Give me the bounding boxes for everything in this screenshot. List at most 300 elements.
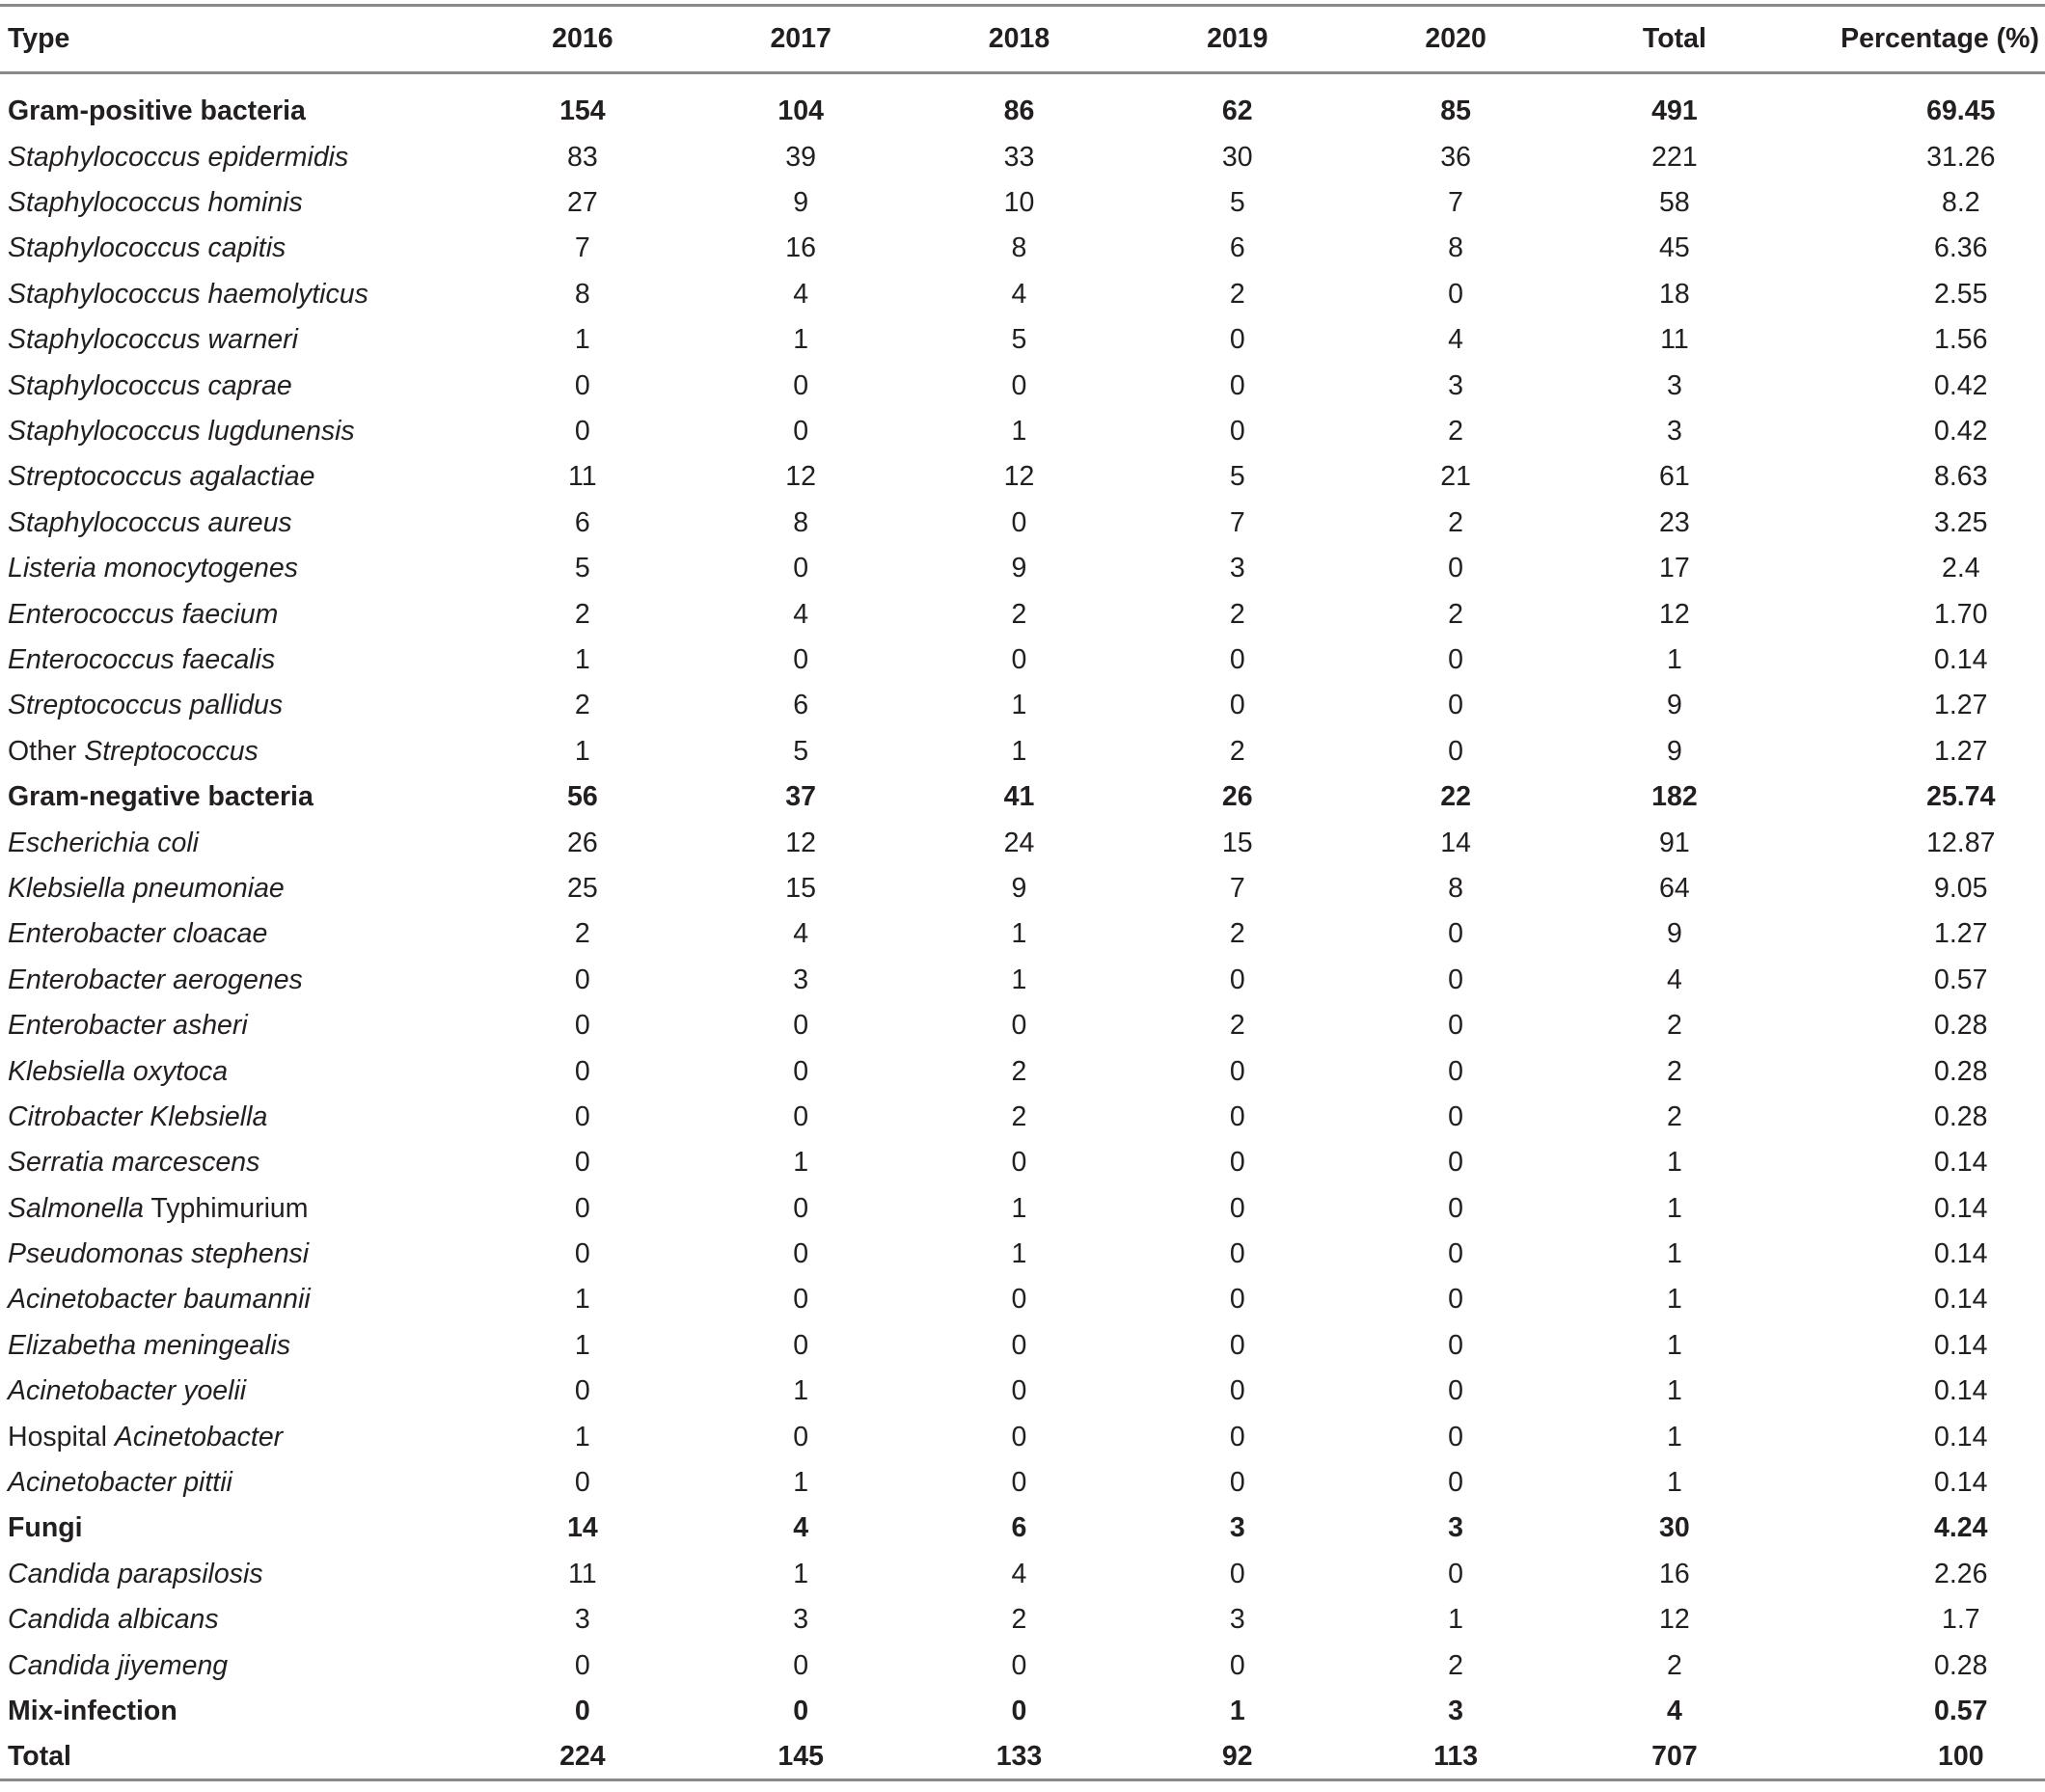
- value-total: 16: [1659, 1558, 1690, 1589]
- value-2019: 2: [1229, 1010, 1245, 1042]
- value-2018: 41: [1003, 781, 1035, 813]
- value-2019: 0: [1229, 1284, 1245, 1316]
- type-cell: Fungi: [8, 1512, 83, 1544]
- value-percentage: 1.7: [1941, 1604, 1980, 1636]
- value-2017: 1: [793, 1375, 809, 1407]
- value-total: 45: [1659, 232, 1690, 264]
- value-total: 18: [1659, 278, 1690, 310]
- value-2016: 11: [568, 461, 597, 493]
- value-2020: 2: [1448, 1649, 1464, 1681]
- value-2017: 0: [793, 1421, 809, 1453]
- value-2016: 26: [566, 827, 598, 858]
- value-2020: 0: [1448, 553, 1464, 584]
- type-cell: [0, 1414, 474, 1459]
- type-cell: Mix-infection: [8, 1695, 177, 1726]
- value-2019: 0: [1229, 1421, 1245, 1453]
- pathogen-distribution-table-container: [0, 4, 2045, 1781]
- value-2016: 0: [574, 1467, 590, 1499]
- value-2020: 0: [1448, 1375, 1464, 1407]
- value-percentage: 69.45: [1926, 95, 1996, 126]
- value-2020: 0: [1448, 1558, 1464, 1589]
- table-row: [0, 958, 2045, 1003]
- value-2019: 7: [1229, 872, 1245, 904]
- value-total: 1: [1666, 1284, 1682, 1316]
- value-percentage: 2.55: [1934, 278, 1988, 310]
- value-2020: 0: [1448, 1421, 1464, 1453]
- value-percentage: 0.14: [1934, 1467, 1988, 1499]
- value-2016: 0: [574, 1055, 590, 1087]
- value-2016: 224: [474, 1734, 692, 1779]
- type-cell: Enterococcus faecium: [8, 598, 279, 630]
- type-cell: Staphylococcus epidermidis: [8, 141, 349, 173]
- value-percentage: 1.27: [1934, 918, 1988, 950]
- type-cell: Pseudomonas stephensi: [8, 1238, 310, 1270]
- value-2019: 15: [1221, 827, 1253, 858]
- value-2018: 86: [1003, 95, 1035, 126]
- value-2017: 0: [793, 416, 809, 448]
- value-2018: 0: [1011, 1649, 1027, 1681]
- type-text-italic: Acinetobacter: [114, 1421, 284, 1453]
- value-percentage: 0.28: [1934, 1649, 1988, 1681]
- value-2016: 3: [574, 1604, 590, 1636]
- value-total: 1: [1666, 1329, 1682, 1361]
- value-total: 1: [1666, 643, 1682, 675]
- pathogen-distribution-table: [0, 4, 2045, 1781]
- value-2018: 133: [910, 1734, 1128, 1779]
- value-2016: 1: [574, 643, 590, 675]
- value-2019: 0: [1229, 1055, 1245, 1087]
- value-2017: 0: [793, 1649, 809, 1681]
- type-cell: Staphylococcus caprae: [8, 369, 292, 401]
- value-2019: 3: [1229, 1604, 1245, 1636]
- value-2019: 0: [1229, 416, 1245, 448]
- value-2020: 85: [1440, 95, 1471, 126]
- table-header: [0, 6, 2045, 73]
- value-2016: 7: [574, 232, 590, 264]
- table-row: [0, 501, 2045, 546]
- value-2020: 2: [1448, 598, 1464, 630]
- value-total: 9: [1666, 735, 1682, 767]
- type-cell: Enterobacter cloacae: [8, 918, 268, 950]
- table-row: [0, 1095, 2045, 1140]
- value-2018: 10: [1003, 187, 1035, 219]
- value-2017: 0: [793, 1192, 809, 1224]
- value-2017: 12: [785, 827, 816, 858]
- value-2018: 1: [1011, 964, 1027, 995]
- value-2018: 4: [1011, 278, 1027, 310]
- value-2017: 0: [793, 1100, 809, 1132]
- table-row: [0, 363, 2045, 408]
- type-cell: Escherichia coli: [8, 827, 199, 858]
- value-total: 1: [1666, 1147, 1682, 1179]
- value-percentage: 12.87: [1926, 827, 1996, 858]
- value-percentage: 0.14: [1934, 1329, 1988, 1361]
- type-cell: Candida jiyemeng: [8, 1649, 229, 1681]
- value-2020: 8: [1448, 872, 1464, 904]
- value-2020: 0: [1448, 1010, 1464, 1042]
- value-2018: 1: [1011, 918, 1027, 950]
- header-2020: 2020: [1425, 23, 1486, 54]
- value-2020: 0: [1448, 1238, 1464, 1270]
- value-2017: 16: [785, 232, 816, 264]
- header-2019: 2019: [1207, 23, 1268, 54]
- value-2020: 0: [1448, 1055, 1464, 1087]
- value-2020: 0: [1448, 690, 1464, 721]
- value-percentage: 1.27: [1934, 690, 1988, 721]
- type-cell: Total: [0, 1734, 474, 1779]
- table-row: [0, 1003, 2045, 1048]
- value-2020: 2: [1448, 416, 1464, 448]
- value-total: 3: [1666, 369, 1682, 401]
- value-total: 61: [1659, 461, 1690, 493]
- value-2019: 2: [1229, 735, 1245, 767]
- table-row-category: [0, 1734, 2045, 1779]
- value-2018: 1: [1011, 416, 1027, 448]
- value-2018: 2: [1011, 598, 1027, 630]
- value-2020: 3: [1448, 1695, 1464, 1726]
- value-percentage: 2.26: [1934, 1558, 1988, 1589]
- value-2017: 39: [785, 141, 816, 173]
- table-row: [0, 1369, 2045, 1414]
- value-2019: 0: [1229, 369, 1245, 401]
- type-text-roman: Other: [8, 735, 85, 767]
- value-2016: 56: [566, 781, 598, 813]
- value-percentage: 0.14: [1934, 1284, 1988, 1316]
- value-percentage: 100: [1785, 1734, 2045, 1779]
- value-percentage: 1.56: [1934, 324, 1988, 356]
- value-total: 1: [1666, 1467, 1682, 1499]
- table-body: [0, 73, 2045, 1780]
- value-total: 2: [1666, 1649, 1682, 1681]
- value-total: 221: [1651, 141, 1698, 173]
- value-2017: 0: [793, 1010, 809, 1042]
- value-2018: 4: [1011, 1558, 1027, 1589]
- type-cell: Enterobacter asheri: [8, 1010, 248, 1042]
- value-2018: 0: [1011, 1284, 1027, 1316]
- table-row: [0, 180, 2045, 226]
- value-2019: 0: [1229, 690, 1245, 721]
- value-2017: 1: [793, 1147, 809, 1179]
- value-total: 182: [1651, 781, 1698, 813]
- value-2018: 1: [1011, 735, 1027, 767]
- value-2017: 8: [793, 506, 809, 538]
- value-percentage: 0.57: [1934, 964, 1988, 995]
- header-percentage: Percentage (%): [1840, 23, 2039, 54]
- value-2019: 30: [1221, 141, 1253, 173]
- header-total: Total: [1642, 23, 1706, 54]
- value-total: 707: [1565, 1734, 1784, 1779]
- type-cell: Acinetobacter baumannii: [8, 1284, 311, 1316]
- value-2016: 8: [574, 278, 590, 310]
- value-2017: 0: [793, 1238, 809, 1270]
- value-2019: 2: [1229, 598, 1245, 630]
- value-2020: 7: [1448, 187, 1464, 219]
- value-2017: 1: [793, 1467, 809, 1499]
- table-row: [0, 409, 2045, 454]
- value-2019: 0: [1229, 1375, 1245, 1407]
- value-2017: 4: [793, 278, 809, 310]
- table-row: [0, 729, 2045, 774]
- value-2016: 27: [566, 187, 598, 219]
- value-2018: 24: [1003, 827, 1035, 858]
- value-2019: 0: [1229, 964, 1245, 995]
- value-total: 12: [1659, 598, 1690, 630]
- value-total: 3: [1666, 416, 1682, 448]
- value-2019: 92: [1129, 1734, 1347, 1779]
- type-cell: Elizabetha meningealis: [8, 1329, 291, 1361]
- value-percentage: 1.27: [1934, 735, 1988, 767]
- value-percentage: 0.14: [1934, 1421, 1988, 1453]
- value-2016: 0: [574, 964, 590, 995]
- value-percentage: 6.36: [1934, 232, 1988, 264]
- value-2020: 0: [1448, 643, 1464, 675]
- table-row-category: [0, 774, 2045, 820]
- table-row: [0, 546, 2045, 591]
- table-row: [0, 638, 2045, 683]
- value-total: 91: [1659, 827, 1690, 858]
- table-row: [0, 866, 2045, 911]
- header-2017: 2017: [770, 23, 832, 54]
- value-2017: 5: [793, 735, 809, 767]
- type-cell: Staphylococcus aureus: [8, 506, 292, 538]
- value-2020: 36: [1440, 141, 1471, 173]
- value-2020: 0: [1448, 1284, 1464, 1316]
- type-cell: Staphylococcus hominis: [8, 187, 303, 219]
- value-percentage: 0.14: [1934, 1238, 1988, 1270]
- value-2017: 0: [793, 1329, 809, 1361]
- type-cell: Staphylococcus capitis: [8, 232, 286, 264]
- value-2017: 1: [793, 324, 809, 356]
- type-cell: Acinetobacter pittii: [8, 1467, 232, 1499]
- value-2019: 62: [1221, 95, 1253, 126]
- value-2020: 0: [1448, 1100, 1464, 1132]
- table-row-category: [0, 73, 2045, 135]
- table-row: [0, 1185, 2045, 1231]
- type-cell: Staphylococcus lugdunensis: [8, 416, 355, 448]
- value-2019: 5: [1229, 461, 1245, 493]
- value-2016: 154: [559, 95, 606, 126]
- value-total: 2: [1666, 1100, 1682, 1132]
- value-2020: 0: [1448, 918, 1464, 950]
- table-row: [0, 1140, 2045, 1185]
- table-row: [0, 1643, 2045, 1688]
- value-2016: 6: [574, 506, 590, 538]
- type-cell: Streptococcus pallidus: [8, 690, 284, 721]
- value-2019: 0: [1229, 1192, 1245, 1224]
- value-total: 30: [1659, 1512, 1690, 1544]
- value-percentage: 0.42: [1934, 416, 1988, 448]
- value-2016: 25: [566, 872, 598, 904]
- type-cell: [0, 729, 474, 774]
- value-2019: 0: [1229, 1100, 1245, 1132]
- value-2020: 0: [1448, 1192, 1464, 1224]
- value-2016: 11: [568, 1558, 597, 1589]
- table-row: [0, 1277, 2045, 1322]
- value-2018: 0: [1011, 643, 1027, 675]
- value-total: 64: [1659, 872, 1690, 904]
- table-row: [0, 591, 2045, 637]
- value-2020: 21: [1440, 461, 1471, 493]
- value-2016: 2: [574, 598, 590, 630]
- value-2016: 0: [574, 1100, 590, 1132]
- value-2016: 0: [574, 1010, 590, 1042]
- value-2017: 9: [793, 187, 809, 219]
- value-2018: 0: [1011, 1375, 1027, 1407]
- table-row: [0, 226, 2045, 271]
- value-2019: 0: [1229, 1649, 1245, 1681]
- value-2018: 9: [1011, 872, 1027, 904]
- type-cell: Citrobacter Klebsiella: [8, 1100, 268, 1132]
- value-2018: 5: [1011, 324, 1027, 356]
- value-2018: 12: [1003, 461, 1035, 493]
- value-percentage: 0.57: [1934, 1695, 1988, 1726]
- table-row: [0, 1232, 2045, 1277]
- value-total: 1: [1666, 1238, 1682, 1270]
- type-text-italic: Salmonella: [8, 1192, 144, 1224]
- value-2016: 1: [574, 1284, 590, 1316]
- value-2020: 2: [1448, 506, 1464, 538]
- type-cell: Streptococcus agalactiae: [8, 461, 315, 493]
- value-2019: 5: [1229, 187, 1245, 219]
- value-total: 4: [1666, 964, 1682, 995]
- value-2016: 1: [574, 735, 590, 767]
- value-2018: 0: [1011, 1147, 1027, 1179]
- value-2018: 0: [1011, 1010, 1027, 1042]
- header-row: [0, 6, 2045, 73]
- value-total: 9: [1666, 918, 1682, 950]
- value-percentage: 0.28: [1934, 1010, 1988, 1042]
- type-cell: Enterococcus faecalis: [8, 643, 276, 675]
- table-row: [0, 1048, 2045, 1094]
- type-cell: Staphylococcus haemolyticus: [8, 278, 368, 310]
- value-2017: 0: [793, 1695, 809, 1726]
- type-cell: Candida parapsilosis: [8, 1558, 263, 1589]
- value-2016: 0: [574, 416, 590, 448]
- value-2019: 7: [1229, 506, 1245, 538]
- value-total: 11: [1660, 324, 1689, 356]
- value-2017: 12: [785, 461, 816, 493]
- value-2016: 1: [574, 1329, 590, 1361]
- value-2017: 4: [793, 1512, 809, 1544]
- type-cell: Listeria monocytogenes: [8, 553, 299, 584]
- value-2020: 8: [1448, 232, 1464, 264]
- value-2018: 0: [1011, 1421, 1027, 1453]
- value-2018: 0: [1011, 369, 1027, 401]
- value-total: 491: [1651, 95, 1698, 126]
- value-2019: 6: [1229, 232, 1245, 264]
- value-2016: 2: [574, 690, 590, 721]
- value-2018: 9: [1011, 553, 1027, 584]
- header-2016: 2016: [552, 23, 614, 54]
- value-2017: 15: [785, 872, 816, 904]
- value-2020: 14: [1440, 827, 1471, 858]
- value-2016: 1: [574, 1421, 590, 1453]
- value-2017: 37: [785, 781, 816, 813]
- value-total: 9: [1666, 690, 1682, 721]
- value-2017: 3: [793, 964, 809, 995]
- value-2016: 83: [566, 141, 598, 173]
- value-2018: 6: [1011, 1512, 1027, 1544]
- type-text-roman: Hospital: [8, 1421, 115, 1453]
- value-2018: 1: [1011, 1238, 1027, 1270]
- value-2016: 0: [574, 1375, 590, 1407]
- value-2017: 0: [793, 643, 809, 675]
- value-2016: 0: [574, 1649, 590, 1681]
- table-row: [0, 317, 2045, 363]
- value-2019: 0: [1229, 324, 1245, 356]
- value-2019: 0: [1229, 643, 1245, 675]
- value-2017: 145: [692, 1734, 910, 1779]
- value-2016: 5: [574, 553, 590, 584]
- value-2017: 0: [793, 369, 809, 401]
- value-2018: 0: [1011, 506, 1027, 538]
- table-row-category: [0, 1506, 2045, 1551]
- value-percentage: 2.4: [1941, 553, 1980, 584]
- table-row-category: [0, 1689, 2045, 1734]
- value-2020: 22: [1440, 781, 1471, 813]
- table-row: [0, 1597, 2045, 1643]
- value-percentage: 8.63: [1934, 461, 1988, 493]
- table-row: [0, 1460, 2045, 1506]
- value-percentage: 0.28: [1934, 1055, 1988, 1087]
- value-total: 23: [1659, 506, 1690, 538]
- table-row: [0, 820, 2045, 865]
- value-2017: 0: [793, 553, 809, 584]
- value-2019: 1: [1229, 1695, 1245, 1726]
- value-2017: 1: [793, 1558, 809, 1589]
- value-2018: 33: [1003, 141, 1035, 173]
- value-2018: 0: [1011, 1329, 1027, 1361]
- type-cell: Staphylococcus warneri: [8, 324, 298, 356]
- type-cell: Candida albicans: [8, 1604, 219, 1636]
- value-percentage: 25.74: [1926, 781, 1996, 813]
- value-percentage: 0.14: [1934, 643, 1988, 675]
- value-2019: 0: [1229, 1147, 1245, 1179]
- table-row: [0, 1414, 2045, 1459]
- type-cell: Enterobacter aerogenes: [8, 964, 303, 995]
- value-2017: 4: [793, 598, 809, 630]
- value-2019: 2: [1229, 918, 1245, 950]
- value-2020: 1: [1448, 1604, 1464, 1636]
- value-2016: 0: [574, 1147, 590, 1179]
- value-percentage: 9.05: [1934, 872, 1988, 904]
- value-2017: 0: [793, 1055, 809, 1087]
- value-total: 1: [1666, 1192, 1682, 1224]
- value-percentage: 0.14: [1934, 1192, 1988, 1224]
- value-percentage: 0.14: [1934, 1375, 1988, 1407]
- value-2017: 4: [793, 918, 809, 950]
- value-percentage: 3.25: [1934, 506, 1988, 538]
- type-cell: Serratia marcescens: [8, 1147, 260, 1179]
- value-2019: 0: [1229, 1467, 1245, 1499]
- value-total: 12: [1659, 1604, 1690, 1636]
- value-2020: 0: [1448, 1147, 1464, 1179]
- value-2019: 0: [1229, 1238, 1245, 1270]
- value-2020: 3: [1448, 1512, 1464, 1544]
- value-2020: 3: [1448, 369, 1464, 401]
- value-2017: 0: [793, 1284, 809, 1316]
- value-percentage: 0.28: [1934, 1100, 1988, 1132]
- value-2020: 0: [1448, 1329, 1464, 1361]
- value-2020: 0: [1448, 735, 1464, 767]
- value-percentage: 8.2: [1941, 187, 1980, 219]
- value-2020: 113: [1347, 1734, 1565, 1779]
- value-2016: 2: [574, 918, 590, 950]
- value-percentage: 4.24: [1934, 1512, 1988, 1544]
- value-2019: 2: [1229, 278, 1245, 310]
- type-text-italic: Streptococcus: [84, 735, 259, 767]
- type-text-roman: Typhimurium: [144, 1192, 309, 1224]
